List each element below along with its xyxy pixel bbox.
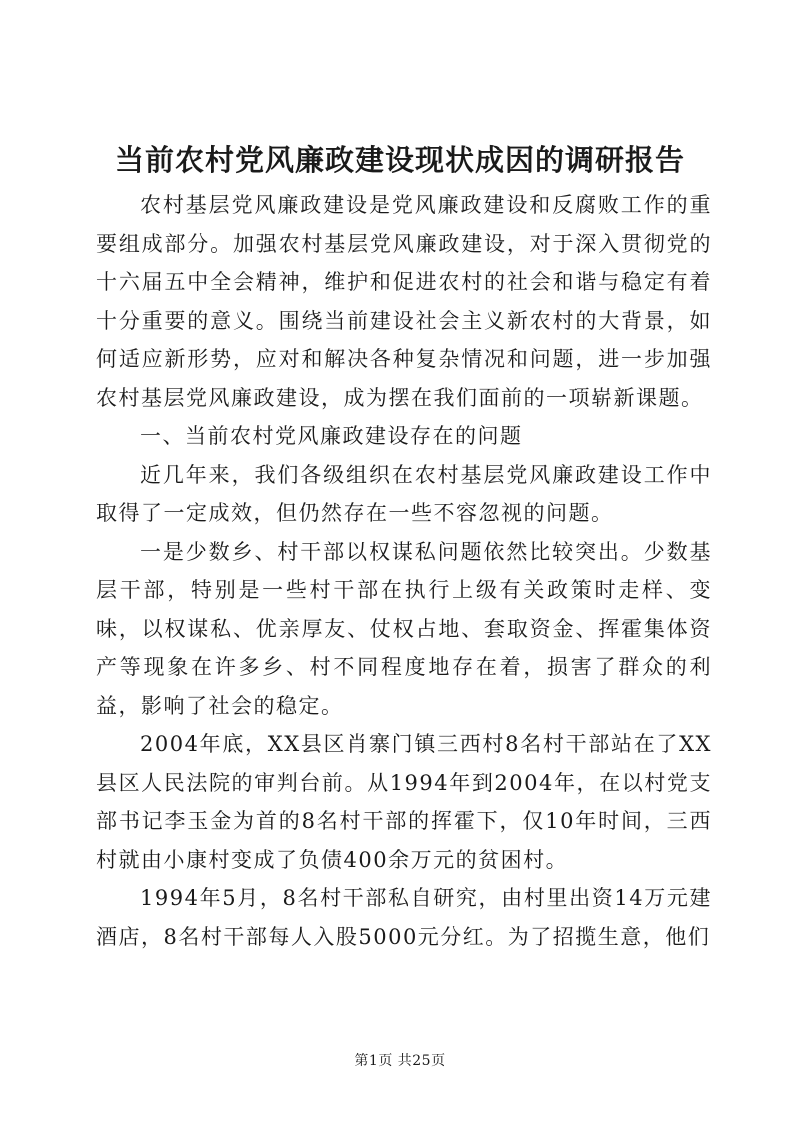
paragraph: 农村基层党风廉政建设是党风廉政建设和反腐败工作的重要组成部分。加强农村基层党风廉政建设，对于深入贯彻党的十六届五中全会精神，维护和促进农村的社会和谐与稳定有着十分重要的意义。围绕当前建设社会主义新农村的大背景，如何适应新形势，应对和解决各种复杂情况和问题，进一步加强农村基层党风廉政建设，成为摆在我们面前的一项崭新课题。 bbox=[96, 193, 712, 410]
paragraph: 一是少数乡、村干部以权谋私问题依然比较突出。少数基层干部，特别是一些村干部在执行上级有关政策时走样、变味，以权谋私、优亲厚友、仗权占地、套取资金、挥霍集体资产等现象在许多乡、村不同程度地存在着，损害了群众的利益，影响了社会的稳定。 bbox=[96, 539, 712, 718]
paragraph: 2004年底，XX县区肖寨门镇三西村8名村干部站在了XX县区人民法院的审判台前。从1994年到2004年，在以村党支部书记李玉金为首的8名村干部的挥霍下，仅10年时间，三西村就由小康村变成了负债400余万元的贫困村。 bbox=[96, 732, 712, 872]
page-number-footer: 第1页 共25页 bbox=[354, 1053, 446, 1069]
paragraph: 1994年5月，8名村干部私自研究，由村里出资14万元建酒店，8名村干部每人入股5000元分红。为了招揽生意，他们 bbox=[96, 886, 712, 949]
document-title: 当前农村党风廉政建设现状成因的调研报告 bbox=[114, 143, 685, 177]
paragraph: 近几年来，我们各级组织在农村基层党风廉政建设工作中取得了一定成效，但仍然存在一些不容忽视的问题。 bbox=[96, 462, 712, 525]
document-body bbox=[96, 186, 712, 956]
section-heading: 一、当前农村党风廉政建设存在的问题 bbox=[140, 424, 523, 448]
